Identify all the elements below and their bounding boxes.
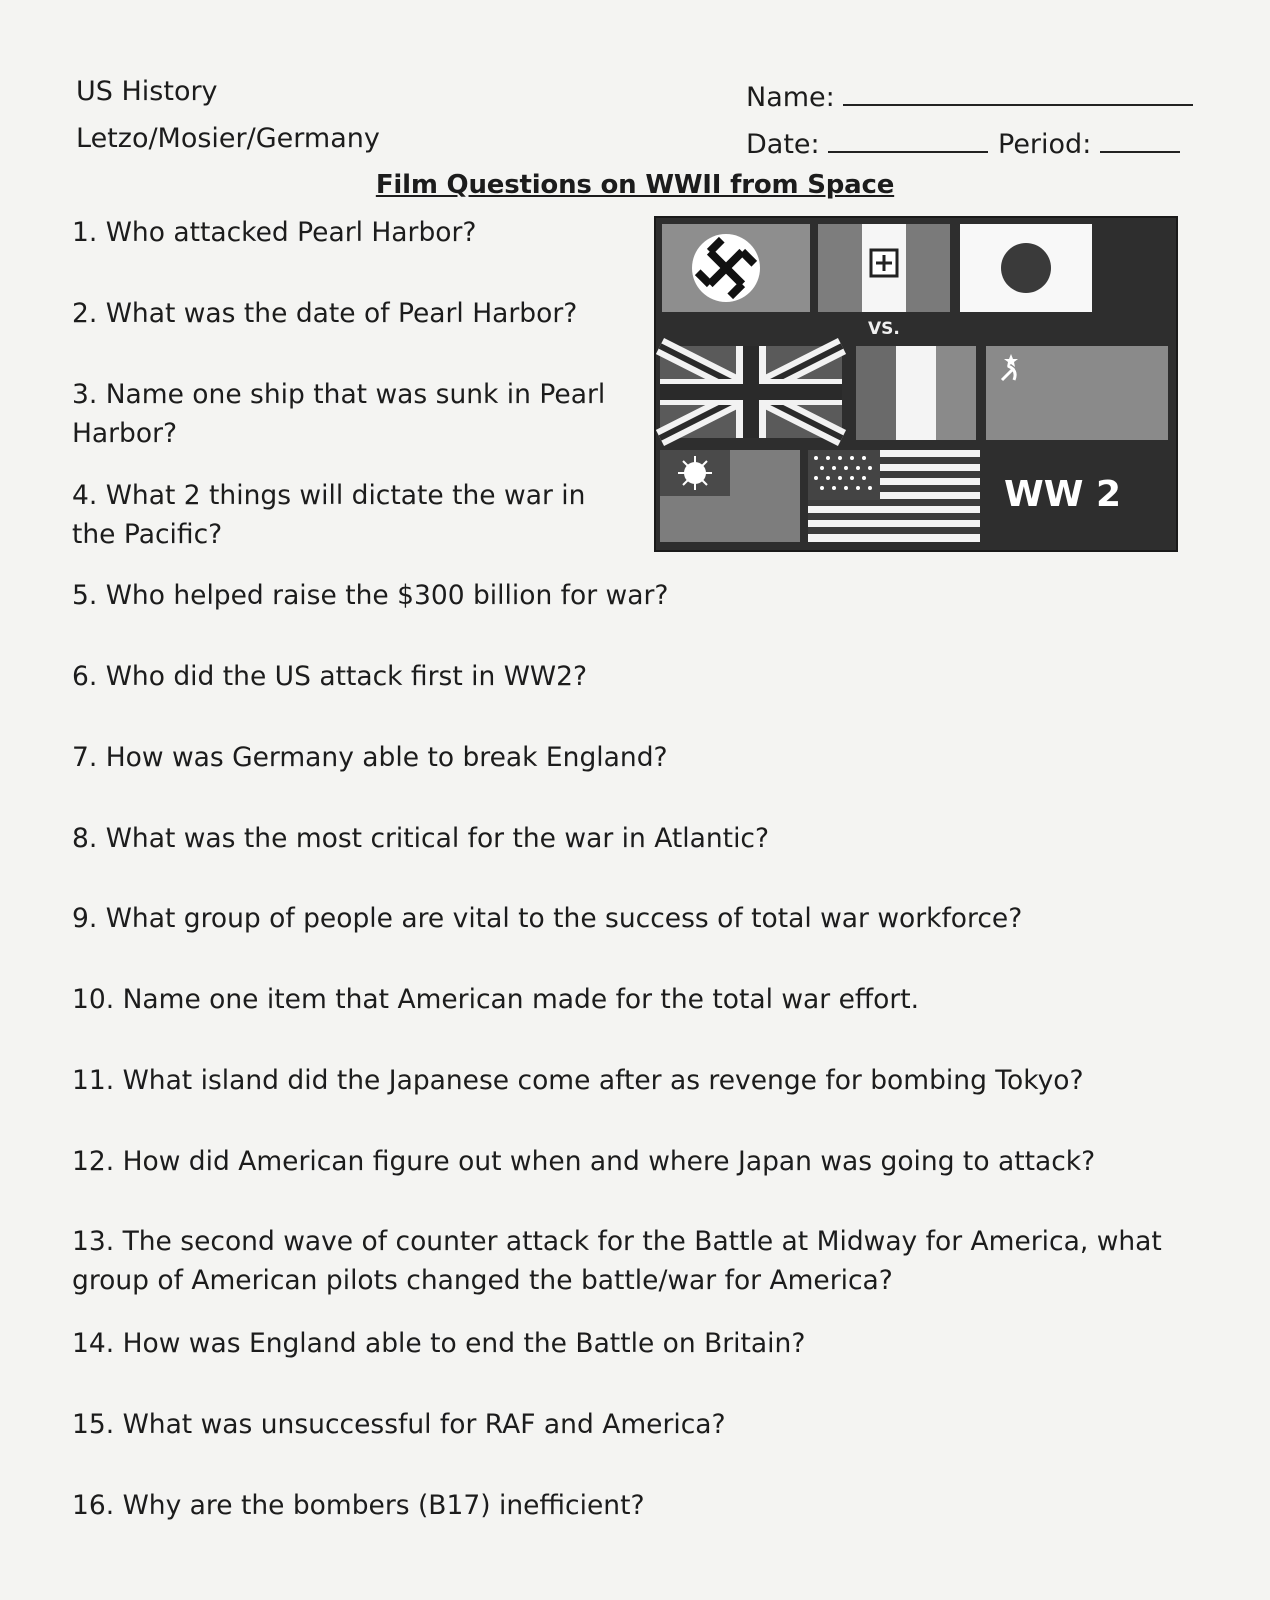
question-5: 5. Who helped raise the $300 billion for war? <box>72 580 669 611</box>
ww2-flags-image <box>654 216 1178 552</box>
course-name: US History <box>76 76 218 107</box>
vs-label: VS. <box>868 319 900 339</box>
france-flag-icon <box>856 346 976 440</box>
name-blank[interactable] <box>843 80 1193 106</box>
question-10: 10. Name one item that American made for the total war effort. <box>72 984 920 1015</box>
question-13: 13. The second wave of counter attack for the Battle at Midway for America, what group of American pilots changed the battle/war for America? <box>72 1226 1162 1296</box>
italy-flag-icon <box>818 224 950 312</box>
question-11: 11. What island did the Japanese come after as revenge for bombing Tokyo? <box>72 1065 1084 1096</box>
question-6: 6. Who did the US attack first in WW2? <box>72 661 588 692</box>
name-label: Name: <box>746 82 835 113</box>
uk-flag-icon <box>660 346 842 438</box>
date-line <box>746 127 988 160</box>
question-2: 2. What was the date of Pearl Harbor? <box>72 298 578 329</box>
period-line <box>998 127 1180 160</box>
question-14: 14. How was England able to end the Battle on Britain? <box>72 1328 806 1359</box>
ww2-label: WW 2 <box>1004 474 1121 515</box>
name-line <box>746 80 1193 113</box>
period-blank[interactable] <box>1100 127 1180 153</box>
question-4: 4. What 2 things will dictate the war in the Pacific? <box>72 480 586 550</box>
question-12: 12. How did American figure out when and where Japan was going to attack? <box>72 1146 1096 1177</box>
question-7: 7. How was Germany able to break England? <box>72 742 668 773</box>
period-label: Period: <box>998 129 1092 160</box>
question-9: 9. What group of people are vital to the success of total war workforce? <box>72 903 1023 934</box>
question-8: 8. What was the most critical for the war in Atlantic? <box>72 823 770 854</box>
date-blank[interactable] <box>828 127 988 153</box>
worksheet-title: Film Questions on WWII from Space <box>375 170 895 200</box>
teacher-names: Letzo/Mosier/Germany <box>76 123 380 154</box>
japan-flag-icon <box>960 224 1092 312</box>
usa-flag-icon <box>808 450 980 542</box>
soviet-flag-icon <box>986 346 1168 440</box>
question-3: 3. Name one ship that was sunk in Pearl Harbor? <box>72 379 606 449</box>
question-1: 1. Who attacked Pearl Harbor? <box>72 217 477 248</box>
germany-flag-icon <box>662 224 810 312</box>
question-16: 16. Why are the bombers (B17) inefficient? <box>72 1490 645 1521</box>
china-flag-icon <box>660 450 800 542</box>
date-label: Date: <box>746 129 820 160</box>
question-15: 15. What was unsuccessful for RAF and America? <box>72 1409 726 1440</box>
